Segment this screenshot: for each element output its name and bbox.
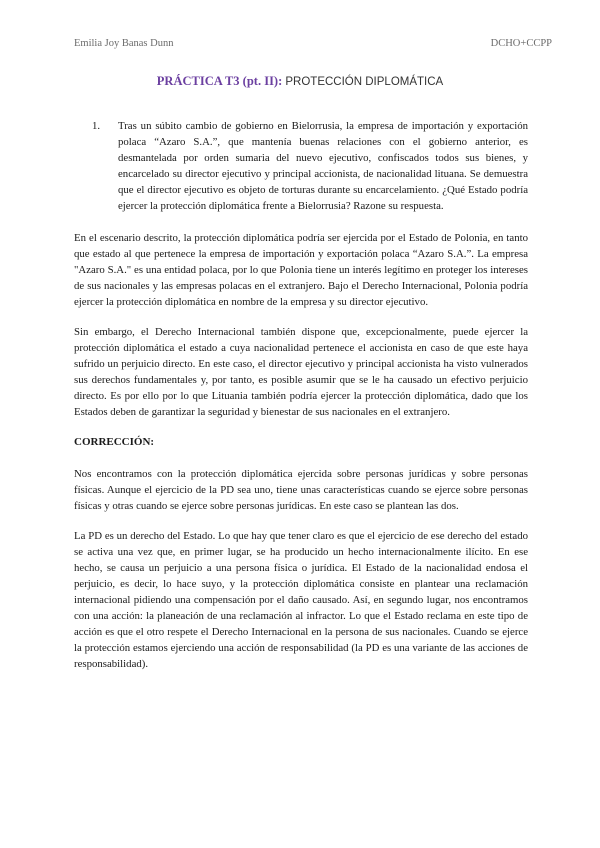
answer-paragraph-2: Sin embargo, el Derecho Internacional también dispone que, excepcionalmente, puede ejercer la protección diplomática el estado a cuya nacionalidad pertenece el accionista en caso de que este haya sufrido un perjuicio directo. En este caso, el director ejecutivo y principal accionista ha visto vulnerados sus derechos fundamentales y, por tanto, es posible asumir que se le ha causado un efectivo perjuicio directo. Es por ello por lo que Lituania también podría ejercer la protección diplomática, dado que los Estados deben de garantizar la seguridad y bienestar de sus nacionales en el extranjero.	[74, 326, 528, 418]
title-topic: PROTECCIÓN DIPLOMÁTICA	[285, 76, 444, 88]
correction-paragraph-1: Nos encontramos con la protección diplomática ejercida sobre personas jurídicas y sobre personas físicas. Aunque el ejercicio de la PD sea uno, tiene unas características cuando se ejerce sobre personas físicas y otras cuando se ejerce sobre personas jurídicas. En este caso se plantean las dos.	[74, 468, 528, 512]
answer-paragraph-1: En el escenario descrito, la protección diplomática podría ser ejercida por el Estado de Polonia, en tanto que estado al que pertenece la empresa de importación y exportación polaca “Azaro S.A.”. La empresa "Azaro S.A." es una entidad polaca, por lo que Polonia tiene un interés legítimo en proteger los intereses de sus nacionales y las empresas polacas en el extranjero. Bajo el Derecho Internacional, Polonia podría ejercer la protección diplomática en nombre de la empresa y su director ejecutivo.	[74, 232, 528, 308]
document-body	[74, 118, 528, 686]
question-text: Tras un súbito cambio de gobierno en Bielorrusia, la empresa de importación y exportación polaca “Azaro S.A.”, que mantenía buenas relaciones con el gobierno anterior, es desmantelada por orden sumaria del nuevo ejecutivo, confiscados todos sus bienes, y encarcelado su director ejecutivo y principal accionista, de nacionalidad lituana. Se demuestra que el director ejecutivo es objeto de torturas durante su encarcelamiento. ¿Qué Estado podría ejercer la protección diplomática frente a Bielorrusia? Razone su respuesta.	[118, 120, 528, 212]
title-lead: PRÁCTICA T3 (pt. II):	[156, 74, 283, 88]
page-title	[0, 74, 600, 89]
question-item	[92, 118, 528, 214]
question-number: 1.	[92, 120, 101, 132]
correction-heading: CORRECCIÓN:	[74, 436, 155, 448]
header-course: DCHO+CCPP	[490, 38, 552, 49]
header-author: Emilia Joy Banas Dunn	[74, 38, 174, 49]
correction-paragraph-2: La PD es un derecho del Estado. Lo que hay que tener claro es que el ejercicio de ese derecho del estado se activa una vez que, en primer lugar, se ha producido un hecho internacionalmente ilícito. En ese hecho, se causa un perjuicio a una persona física o jurídica. El Estado de la nacionalidad endosa el perjuicio, es decir, lo hace suyo, y la protección diplomática consiste en plantear una reclamación internacional pidiendo una compensación por el daño causado. Así, en segundo lugar, nos encontramos con una acción: la planeación de una reclamación al infractor. Lo que el Estado reclama en este tipo de acción es que el otro respete el Derecho Internacional en la persona de sus nacionales. Cuando se ejerce la protección estamos ejerciendo una acción de responsabilidad (la PD es una variante de las acciones de responsabilidad).	[74, 530, 528, 670]
